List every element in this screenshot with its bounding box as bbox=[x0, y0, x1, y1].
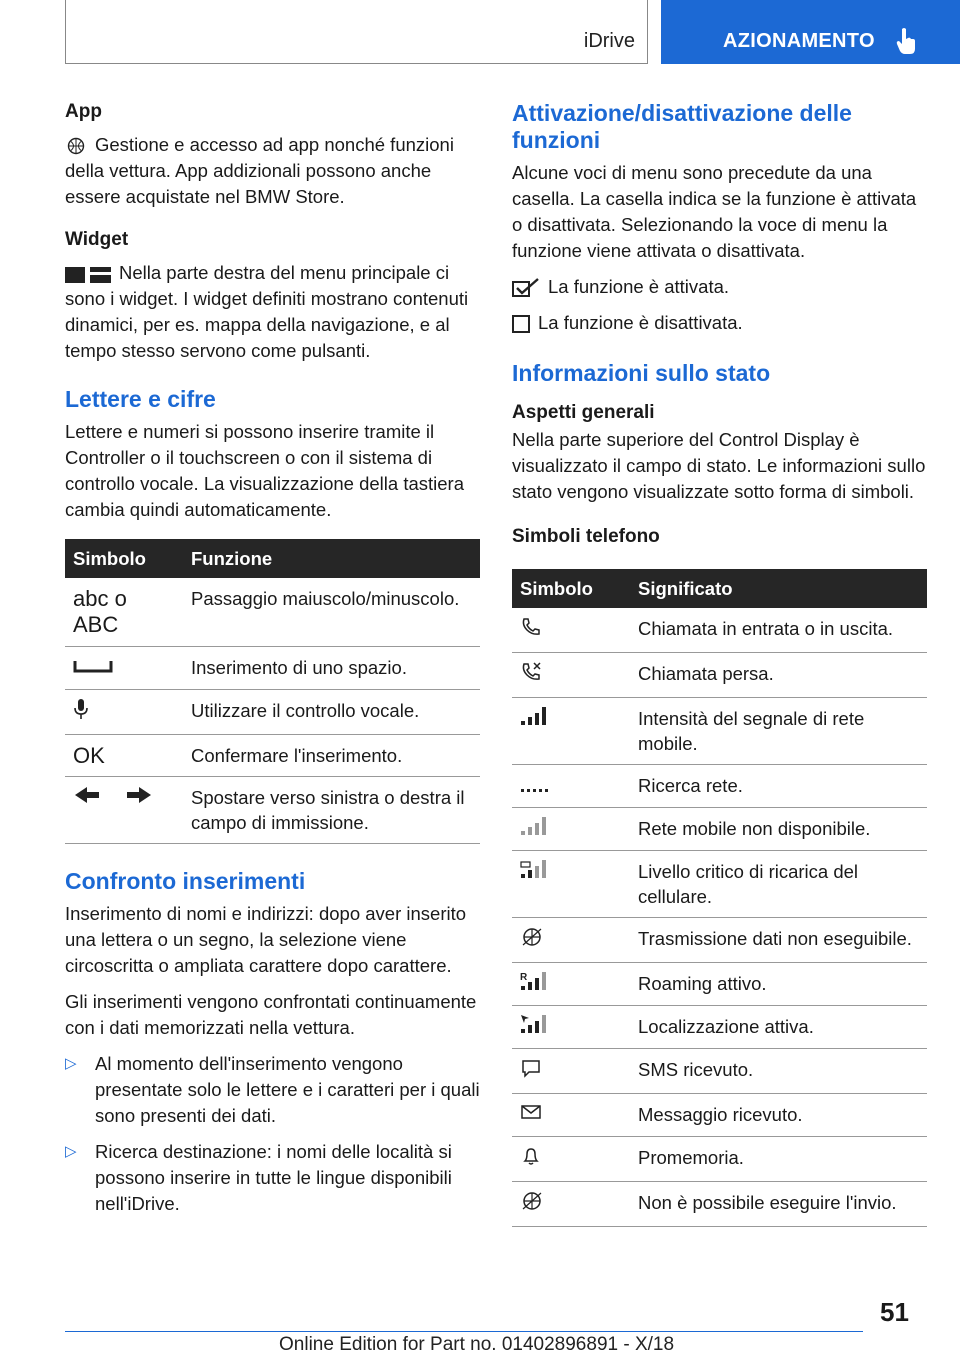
input-symbols-table bbox=[65, 539, 480, 844]
signal-strength-icon bbox=[520, 706, 550, 726]
no-network-icon bbox=[520, 816, 550, 836]
table-header-cell: Simbolo bbox=[512, 569, 630, 608]
arrows-left-right-icon bbox=[73, 785, 153, 805]
checked-row bbox=[512, 274, 927, 300]
table-row bbox=[512, 698, 927, 765]
table-row bbox=[512, 653, 927, 698]
phone-heading: Simboli telefono bbox=[512, 526, 660, 547]
table-row bbox=[512, 808, 927, 851]
table-cell: Utilizzare il controllo vocale. bbox=[183, 690, 480, 735]
compare-paragraph: Inserimento di nomi e indirizzi: dopo aver inserito una lettera o un segno, la selezione viene circoscritta o ampliata carattere dopo carattere. bbox=[65, 903, 467, 976]
reminder-icon bbox=[520, 1145, 542, 1167]
widget-icon bbox=[65, 265, 111, 283]
hand-pointer-icon bbox=[896, 27, 918, 55]
table-row bbox=[512, 1137, 927, 1182]
right-column bbox=[512, 100, 927, 1227]
footer-divider bbox=[65, 1331, 863, 1332]
list-item-text: Ricerca destinazione: i nomi delle località si possono inserire in tutte le lingue disponibili nell'iDrive. bbox=[95, 1141, 452, 1214]
no-data-icon bbox=[520, 926, 544, 948]
app-heading: App bbox=[65, 101, 102, 122]
table-row bbox=[512, 1094, 927, 1137]
app-text: Gestione e accesso ad app nonché funzioni della vettura. App addizionali possono anche essere acquistate nel BMW Store. bbox=[65, 134, 454, 207]
table-row bbox=[65, 690, 480, 735]
general-text: Nella parte superiore del Control Display è visualizzato il campo di stato. Le informazioni sullo stato vengono visualizzate sotto forma di simboli. bbox=[512, 429, 926, 502]
table-cell: Trasmissione dati non eseguibile. bbox=[630, 918, 927, 963]
general-heading: Aspetti generali bbox=[512, 402, 655, 423]
table-row bbox=[512, 608, 927, 653]
list-item-text: Al momento dell'inserimento vengono presentate solo le lettere e i caratteri per i quali sono presenti dei dati. bbox=[95, 1053, 480, 1126]
table-cell: Rete mobile non disponibile. bbox=[630, 808, 927, 851]
network-search-icon bbox=[520, 773, 550, 793]
letters-text: Lettere e numeri si possono inserire tramite il Controller o il touchscreen o con il sistema di controllo vocale. La visualizzazione della tastiera cambia quindi automaticamente. bbox=[65, 421, 464, 520]
checkbox-unchecked-icon bbox=[512, 315, 530, 333]
apps-icon bbox=[65, 137, 87, 155]
bullet-marker: ▷ bbox=[65, 1143, 77, 1160]
page-number: 51 bbox=[880, 1297, 909, 1327]
table-row bbox=[512, 1006, 927, 1049]
table-header-cell: Funzione bbox=[183, 539, 480, 578]
checkbox-checked-icon bbox=[512, 278, 540, 298]
table-header-row bbox=[65, 539, 480, 578]
table-cell: Roaming attivo. bbox=[630, 963, 927, 1006]
compare-paragraph: Gli inserimenti vengono confrontati continuamente con i dati memorizzati nella vettura. bbox=[65, 991, 477, 1038]
table-cell: Chiamata in entrata o in uscita. bbox=[630, 608, 927, 653]
header-chapter: AZIONAMENTO bbox=[723, 30, 875, 52]
table-row bbox=[512, 963, 927, 1006]
widget-text: Nella parte destra del menu principale ci sono i widget. I widget definiti mostrano contenuti dinamici, per es. mappa della navigazione, e al tempo stesso servono come pulsanti. bbox=[65, 262, 469, 361]
bullet-marker: ▷ bbox=[65, 1055, 77, 1072]
phone-call-icon bbox=[520, 616, 542, 638]
header-chapter-tab bbox=[661, 0, 960, 64]
letters-heading: Lettere e cifre bbox=[65, 386, 216, 412]
table-cell: SMS ricevuto. bbox=[630, 1049, 927, 1094]
toggle-heading: Attivazione/disattivazione delle funzioni bbox=[512, 100, 852, 153]
table-row bbox=[512, 1182, 927, 1227]
widget-heading: Widget bbox=[65, 229, 129, 250]
table-cell: Ricerca rete. bbox=[630, 765, 927, 808]
table-row bbox=[512, 851, 927, 918]
table-header-cell: Simbolo bbox=[65, 539, 183, 578]
table-cell: Passaggio maiuscolo/minuscolo. bbox=[183, 578, 480, 647]
roaming-icon bbox=[520, 971, 550, 991]
table-row bbox=[65, 735, 480, 777]
sms-icon bbox=[520, 1057, 542, 1079]
unchecked-row bbox=[512, 310, 927, 336]
phone-symbols-table bbox=[512, 569, 927, 1227]
svg-text:R: R bbox=[520, 972, 528, 983]
send-failed-icon bbox=[520, 1190, 544, 1212]
microphone-icon bbox=[73, 698, 89, 720]
table-row bbox=[65, 777, 480, 844]
table-cell: Messaggio ricevuto. bbox=[630, 1094, 927, 1137]
app-paragraph bbox=[65, 132, 480, 210]
left-column bbox=[65, 100, 480, 1227]
header-section-box bbox=[65, 0, 648, 64]
status-heading: Informazioni sullo stato bbox=[512, 360, 771, 386]
header-section: iDrive bbox=[583, 30, 635, 52]
checked-text: La funzione è attivata. bbox=[548, 276, 730, 297]
table-cell: Non è possibile eseguire l'invio. bbox=[630, 1182, 927, 1227]
compare-heading: Confronto inserimenti bbox=[65, 868, 306, 894]
table-cell: Confermare l'inserimento. bbox=[183, 735, 480, 777]
widget-paragraph bbox=[65, 260, 480, 364]
ok-symbol: OK bbox=[65, 735, 183, 777]
toggle-text: Alcune voci di menu sono precedute da una casella. La casella indica se la funzione è attivata o disattivata. Selezionando la voce di menu la funzione viene attivata o disattivata. bbox=[512, 162, 917, 261]
missed-call-icon bbox=[520, 661, 542, 683]
table-cell: Promemoria. bbox=[630, 1137, 927, 1182]
case-symbol: abc o ABC bbox=[65, 578, 183, 647]
low-battery-icon bbox=[520, 859, 550, 879]
space-bar-icon bbox=[73, 655, 113, 675]
table-cell: Inserimento di uno spazio. bbox=[183, 647, 480, 690]
table-row bbox=[512, 918, 927, 963]
table-cell: Livello critico di ricarica del cellulare. bbox=[630, 851, 927, 918]
table-cell: Spostare verso sinistra o destra il campo di immissione. bbox=[183, 777, 480, 844]
list-item bbox=[65, 1051, 480, 1129]
table-header-cell: Significato bbox=[630, 569, 927, 608]
table-row bbox=[65, 578, 480, 647]
unchecked-text: La funzione è disattivata. bbox=[538, 312, 743, 333]
table-row bbox=[65, 647, 480, 690]
table-cell: Intensità del segnale di rete mobile. bbox=[630, 698, 927, 765]
table-cell: Localizzazione attiva. bbox=[630, 1006, 927, 1049]
location-icon bbox=[520, 1014, 550, 1034]
table-row bbox=[512, 1049, 927, 1094]
table-header-row bbox=[512, 569, 927, 608]
list-item bbox=[65, 1139, 480, 1217]
mail-icon bbox=[520, 1102, 542, 1122]
footer-text: Online Edition for Part no. 01402896891 - X/18 bbox=[279, 1334, 675, 1355]
table-row bbox=[512, 765, 927, 808]
table-cell: Chiamata persa. bbox=[630, 653, 927, 698]
